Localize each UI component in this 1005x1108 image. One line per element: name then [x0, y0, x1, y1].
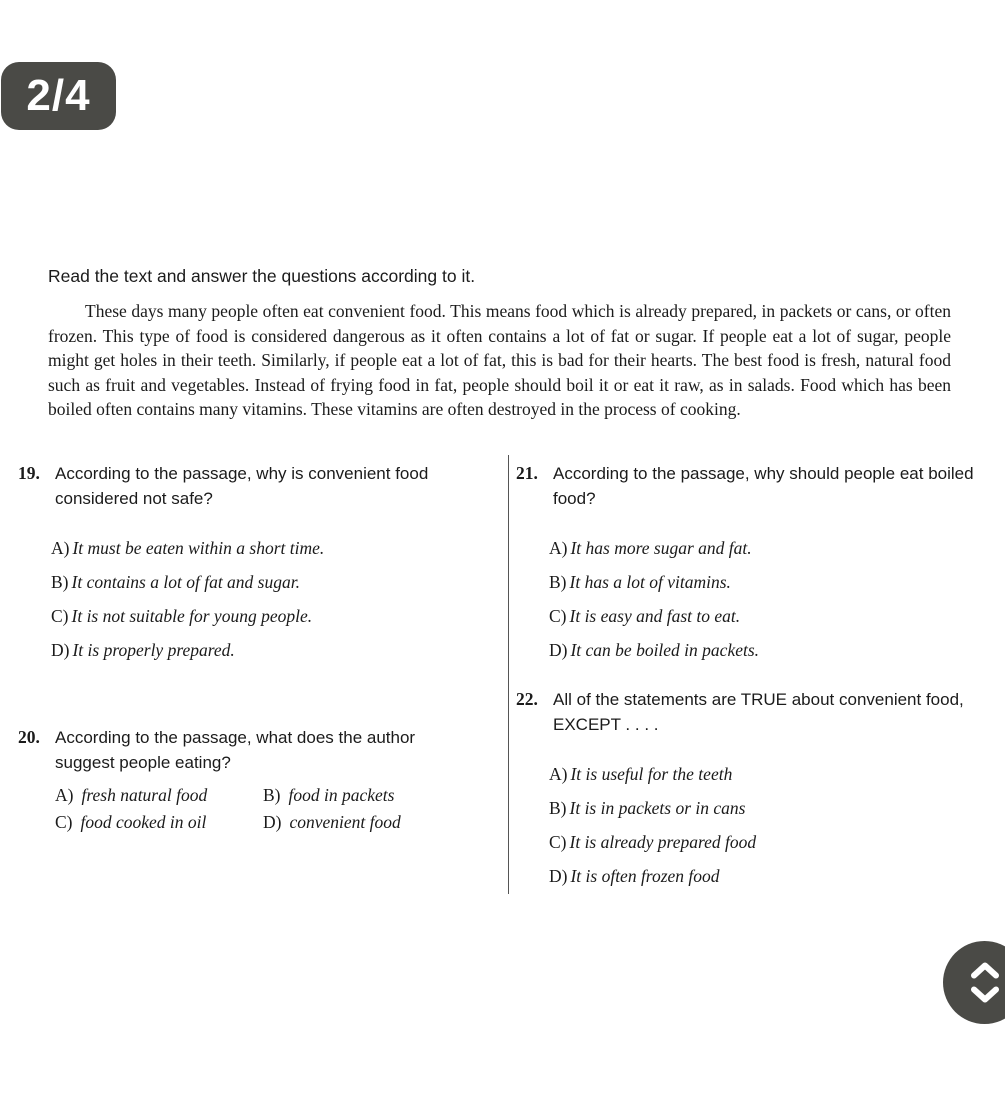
option-c [549, 826, 992, 860]
option-d [549, 860, 992, 894]
option-text: It is often frozen food [570, 866, 720, 886]
option-d [263, 810, 508, 837]
option-text: It is already prepared food [569, 832, 757, 852]
options-list [549, 758, 992, 894]
option-label: A) [55, 785, 74, 805]
option-label: C) [51, 606, 69, 626]
option-label: D) [549, 640, 568, 660]
questions-column-left [18, 455, 508, 894]
option-text: food cooked in oil [80, 811, 207, 832]
options-list [51, 532, 508, 668]
option-label: B) [549, 572, 567, 592]
questions-column-right [508, 455, 992, 894]
question-22 [516, 681, 992, 894]
option-a [549, 758, 992, 792]
scroll-button[interactable] [943, 941, 1005, 1024]
option-text: food in packets [288, 785, 395, 805]
option-text: It is in packets or in cans [569, 798, 746, 818]
option-d [549, 634, 992, 668]
option-c [51, 600, 508, 634]
option-label: B) [51, 572, 69, 592]
option-label: A) [51, 538, 70, 558]
options-list [549, 532, 992, 668]
option-text: It is not suitable for young people. [71, 606, 313, 626]
question-20 [18, 719, 508, 836]
option-c [549, 600, 992, 634]
question-21 [516, 455, 992, 668]
questions-area [18, 455, 992, 894]
page-indicator-badge [1, 62, 116, 130]
option-label: B) [263, 785, 281, 805]
option-text: fresh natural food [81, 785, 208, 805]
option-text: It has more sugar and fat. [570, 538, 752, 558]
option-c [55, 810, 263, 837]
chevron-down-icon[interactable] [970, 986, 1000, 1003]
question-number: 20. [18, 727, 40, 747]
question-19 [18, 455, 508, 668]
chevron-up-icon[interactable] [970, 962, 1000, 979]
question-heading [18, 719, 508, 775]
option-text: It is useful for the teeth [570, 764, 733, 784]
option-b [51, 566, 508, 600]
option-a [51, 532, 508, 566]
option-label: D) [549, 866, 568, 886]
option-label: A) [549, 538, 568, 558]
question-text: According to the passage, why is convenient food considered not safe? [55, 464, 429, 508]
question-heading [516, 681, 992, 737]
option-label: C) [549, 606, 567, 626]
reading-passage: These days many people often eat convenient food. This means food which is already prepared, in packets or cans, or often frozen. This type of food is considered dangerous as it often contains a lot of fat or sugar. If people eat a lot of sugar, people might get holes in their teeth. Similarly, if people eat a lot of fat, this is bad for their hearts. The best food is fresh, natural food such as fruit and vegetables. Instead of frying food in fat, people should boil it or eat it raw, as in salads. Food which has been boiled often contains many vitamins. These vitamins are often destroyed in the process of cooking. [48, 301, 951, 420]
option-text: It must be eaten within a short time. [72, 538, 325, 558]
option-b [549, 792, 992, 826]
question-heading [18, 455, 508, 511]
option-label: D) [263, 811, 282, 832]
question-text: All of the statements are TRUE about convenient food, EXCEPT . . . . [553, 690, 964, 734]
option-label: B) [549, 798, 567, 818]
option-text: It can be boiled in packets. [570, 640, 760, 660]
option-text: It is properly prepared. [72, 640, 235, 660]
options-grid [55, 783, 508, 836]
question-heading [516, 455, 992, 511]
option-label: A) [549, 764, 568, 784]
instruction-text: Read the text and answer the questions according to it. [48, 266, 476, 286]
option-a [55, 783, 263, 810]
option-label: C) [55, 811, 73, 832]
option-text: It has a lot of vitamins. [569, 572, 731, 592]
question-number: 21. [516, 463, 538, 483]
option-b [263, 783, 508, 810]
option-text: It is easy and fast to eat. [569, 606, 741, 626]
option-a [549, 532, 992, 566]
option-d [51, 634, 508, 668]
question-text: According to the passage, why should people eat boiled food? [553, 464, 974, 508]
option-label: C) [549, 832, 567, 852]
page-indicator-label: 2/4 [26, 71, 91, 120]
question-number: 22. [516, 689, 538, 709]
option-text: convenient food [289, 811, 401, 832]
option-text: It contains a lot of fat and sugar. [71, 572, 300, 592]
question-text: According to the passage, what does the author suggest people eating? [55, 728, 416, 772]
option-b [549, 566, 992, 600]
question-number: 19. [18, 463, 40, 483]
option-label: D) [51, 640, 70, 660]
